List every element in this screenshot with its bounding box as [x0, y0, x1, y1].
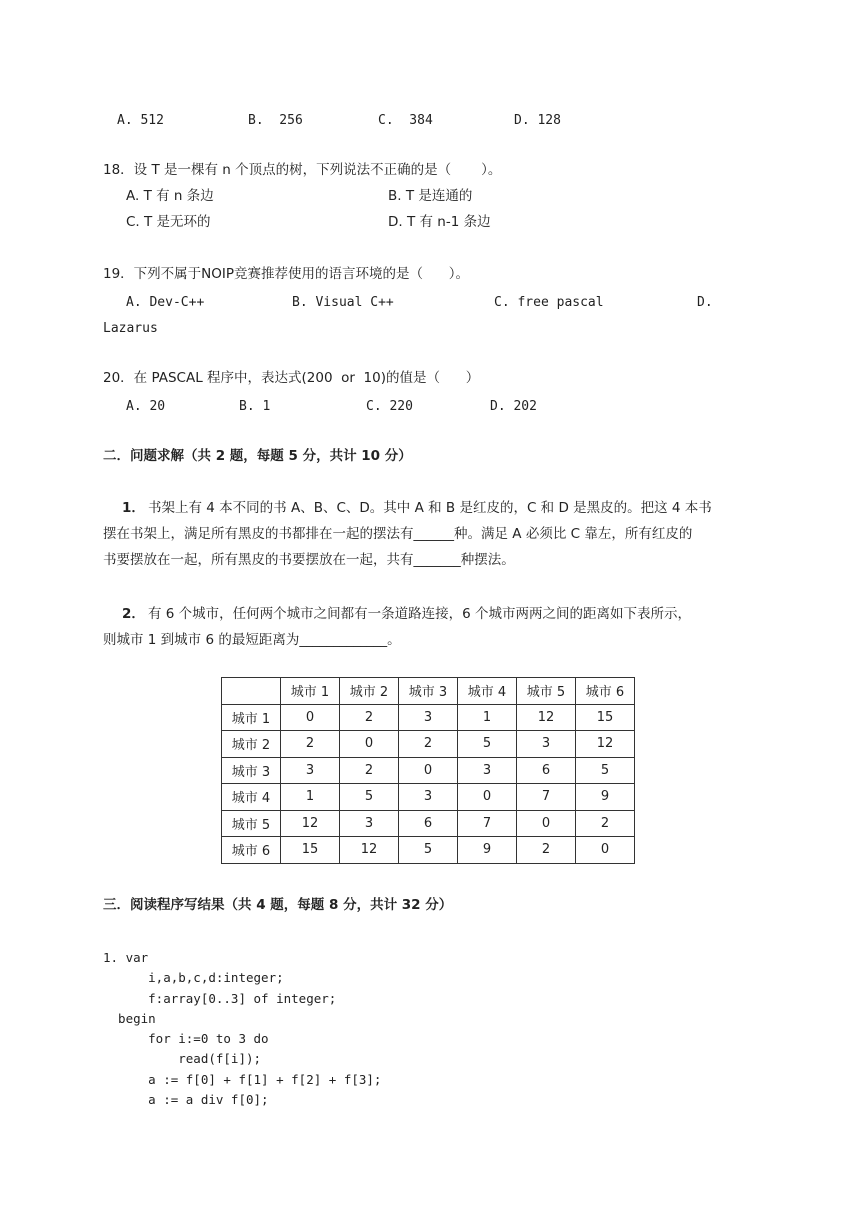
q18-option-c: C. T 是无环的 — [126, 214, 211, 230]
table-cell: 9 — [576, 784, 635, 811]
code-line: i,a,b,c,d:integer; — [103, 970, 284, 985]
table-header-cell: 城市 4 — [458, 678, 517, 705]
table-row — [222, 704, 635, 731]
code-line: a := f[0] + f[1] + f[2] + f[3]; — [103, 1072, 382, 1087]
distance-table — [221, 677, 635, 864]
table-cell: 0 — [517, 810, 576, 837]
table-row — [222, 837, 635, 864]
section2-title: 二．问题求解（共 2 题，每题 5 分，共计 10 分） — [103, 448, 412, 464]
table-cell: 3 — [340, 810, 399, 837]
code-line: a := a div f[0]; — [103, 1092, 269, 1107]
table-cell: 2 — [517, 837, 576, 864]
table-header-cell: 城市 6 — [576, 678, 635, 705]
table-cell: 5 — [399, 837, 458, 864]
code-line: begin — [103, 1011, 156, 1026]
table-header-cell: 城市 3 — [399, 678, 458, 705]
q19-stem: 19．下列不属于NOIP竞赛推荐使用的语言环境的是（ ）。 — [103, 266, 470, 282]
table-cell: 12 — [340, 837, 399, 864]
q17-option-d: D. 128 — [514, 113, 561, 128]
q19-option-a: A. Dev-C++ — [126, 295, 205, 310]
q19-option-b: B. Visual C++ — [292, 295, 394, 310]
table-cell: 3 — [517, 731, 576, 758]
q17-option-c: C. 384 — [378, 113, 433, 128]
table-cell: 6 — [517, 757, 576, 784]
q19-option-d: D. — [697, 295, 713, 310]
table-row-header: 城市 5 — [222, 810, 281, 837]
table-cell: 15 — [576, 704, 635, 731]
table-cell: 0 — [340, 731, 399, 758]
q19-option-c: C. free pascal — [494, 295, 604, 310]
table-cell: 3 — [399, 784, 458, 811]
table-row — [222, 784, 635, 811]
table-row-header: 城市 4 — [222, 784, 281, 811]
q19-option-d-continuation: Lazarus — [103, 321, 158, 336]
table-cell: 12 — [281, 810, 340, 837]
table-cell: 12 — [517, 704, 576, 731]
code-line: for i:=0 to 3 do — [103, 1031, 269, 1046]
problem2-line2: 则城市 1 到城市 6 的最短距离为_____________。 — [103, 632, 401, 648]
problem2-line1: 有 6 个城市，任何两个城市之间都有一条道路连接，6 个城市两两之间的距离如下表所示， — [148, 606, 692, 622]
problem1-line1: 书架上有 4 本不同的书 A、B、C、D。其中 A 和 B 是红皮的，C 和 D 是黑皮的。把这 4 本书 — [148, 500, 712, 516]
table-header-cell: 城市 1 — [281, 678, 340, 705]
table-row — [222, 810, 635, 837]
table-cell: 5 — [576, 757, 635, 784]
problem1-line2: 摆在书架上，满足所有黑皮的书都排在一起的摆法有______种。满足 A 必须比 C 靠左，所有红皮的 — [103, 526, 693, 542]
q18-option-d: D. T 有 n-1 条边 — [388, 214, 491, 230]
q18-option-b: B. T 是连通的 — [388, 188, 473, 204]
table-cell: 7 — [517, 784, 576, 811]
problem1-line3: 书要摆放在一起，所有黑皮的书要摆放在一起，共有_______种摆法。 — [103, 552, 515, 568]
table-row — [222, 757, 635, 784]
table-row-header: 城市 2 — [222, 731, 281, 758]
problem1-number: 1． — [122, 500, 145, 516]
table-row — [222, 731, 635, 758]
table-cell: 6 — [399, 810, 458, 837]
table-cell: 9 — [458, 837, 517, 864]
q20-stem: 20．在 PASCAL 程序中，表达式(200 or 10)的值是（ ） — [103, 370, 480, 386]
table-row-header: 城市 1 — [222, 704, 281, 731]
table-cell: 5 — [458, 731, 517, 758]
q20-option-b: B. 1 — [239, 399, 271, 414]
q18-option-a: A. T 有 n 条边 — [126, 188, 214, 204]
code-line: f:array[0..3] of integer; — [103, 991, 337, 1006]
table-cell: 1 — [281, 784, 340, 811]
table-cell: 2 — [399, 731, 458, 758]
table-cell: 2 — [281, 731, 340, 758]
table-cell: 0 — [399, 757, 458, 784]
table-cell: 3 — [281, 757, 340, 784]
table-cell: 7 — [458, 810, 517, 837]
table-cell: 12 — [576, 731, 635, 758]
code-line: read(f[i]); — [103, 1051, 262, 1066]
table-cell: 5 — [340, 784, 399, 811]
q20-option-c: C. 220 — [366, 399, 413, 414]
table-row-header: 城市 3 — [222, 757, 281, 784]
q17-option-b: B. 256 — [248, 113, 303, 128]
table-header-row — [222, 678, 635, 705]
table-cell: 0 — [576, 837, 635, 864]
table-row-header: 城市 6 — [222, 837, 281, 864]
table-header-cell — [222, 678, 281, 705]
table-cell: 2 — [340, 704, 399, 731]
table-cell: 0 — [458, 784, 517, 811]
table-cell: 2 — [576, 810, 635, 837]
table-cell: 1 — [458, 704, 517, 731]
table-cell: 3 — [458, 757, 517, 784]
q20-option-d: D. 202 — [490, 399, 537, 414]
q20-option-a: A. 20 — [126, 399, 166, 414]
q17-option-a: A. 512 — [117, 113, 164, 128]
table-cell: 15 — [281, 837, 340, 864]
q18-stem: 18．设 T 是一棵有 n 个顶点的树，下列说法不正确的是（ ）。 — [103, 162, 502, 178]
code-line: 1. var — [103, 950, 149, 965]
table-cell: 0 — [281, 704, 340, 731]
problem2-number: 2． — [122, 606, 145, 622]
section3-title: 三．阅读程序写结果（共 4 题，每题 8 分，共计 32 分） — [103, 897, 453, 913]
table-cell: 2 — [340, 757, 399, 784]
table-header-cell: 城市 5 — [517, 678, 576, 705]
table-header-cell: 城市 2 — [340, 678, 399, 705]
table-cell: 3 — [399, 704, 458, 731]
